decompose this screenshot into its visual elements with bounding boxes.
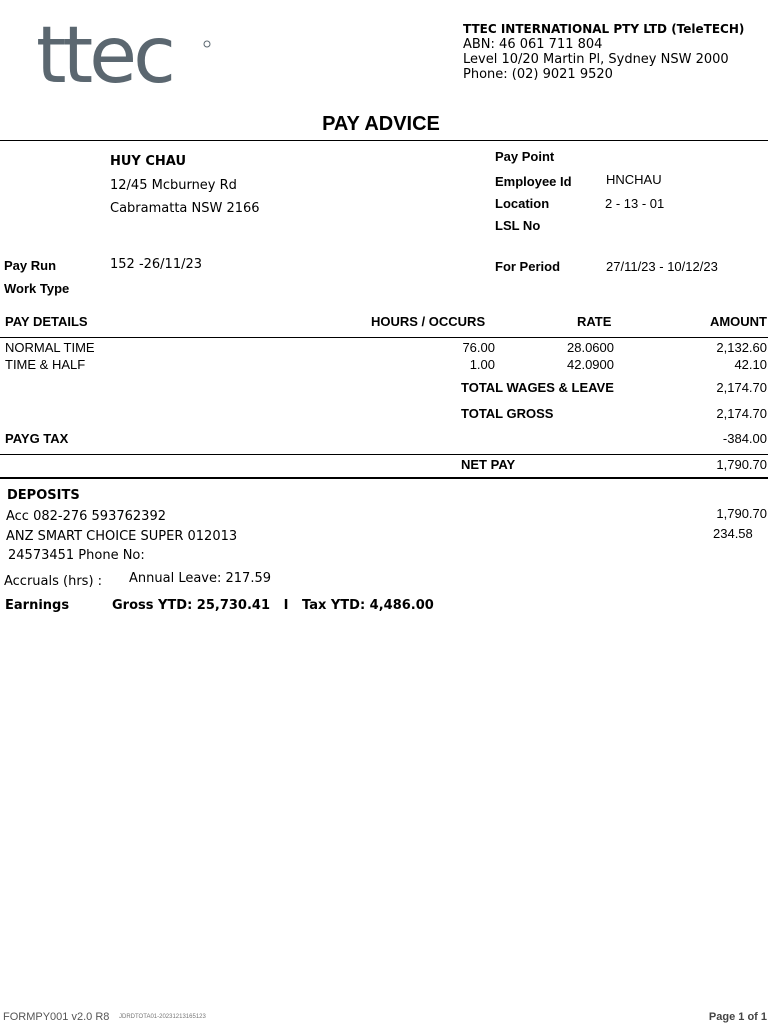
- deposit-account-line: Acc 082-276 593762392: [6, 509, 166, 524]
- page-title: PAY ADVICE: [322, 113, 440, 135]
- page-number: Page 1 of 1: [708, 1011, 767, 1023]
- company-logo: [36, 18, 216, 100]
- total-gross-value: 2,174.70: [716, 406, 767, 421]
- col-header-pay-details: PAY DETAILS: [5, 314, 88, 329]
- col-header-hours: HOURS / OCCURS: [371, 314, 486, 329]
- pay-run-value: 152 -26/11/23: [110, 257, 203, 272]
- company-phone: Phone: (02) 9021 9520: [463, 67, 613, 82]
- deposit-super-line: ANZ SMART CHOICE SUPER 012013: [6, 529, 238, 544]
- company-abn: ABN: 46 061 711 804: [463, 37, 603, 52]
- employee-address-line1: 12/45 Mcburney Rd: [110, 178, 237, 193]
- logo-text: ttec: [36, 18, 173, 100]
- lsl-label: LSL No: [495, 218, 541, 233]
- work-type-label: Work Type: [4, 281, 70, 296]
- row-amount: 2,132.60: [716, 340, 767, 355]
- row-desc: NORMAL TIME: [5, 340, 95, 355]
- company-info: [463, 22, 744, 82]
- row-rate: 42.0900: [567, 357, 614, 372]
- accruals-label: Accruals (hrs) :: [4, 574, 103, 589]
- deposit-amount-1: 1,790.70: [716, 506, 767, 521]
- location-value: 2 - 13 - 01: [605, 196, 665, 211]
- deposit-phone-line: 24573451 Phone No:: [8, 548, 145, 563]
- row-desc: TIME & HALF: [5, 357, 86, 372]
- location-label: Location: [495, 196, 550, 211]
- row-amount: 42.10: [734, 357, 767, 372]
- pay-point-label: Pay Point: [495, 149, 555, 164]
- divider: [0, 454, 768, 455]
- for-period-value: 27/11/23 - 10/12/23: [606, 259, 718, 274]
- total-wages-label: TOTAL WAGES & LEAVE: [461, 380, 614, 395]
- accruals-value: Annual Leave: 217.59: [129, 571, 271, 586]
- payg-tax-value: -384.00: [722, 431, 767, 446]
- deposits-title: DEPOSITS: [7, 488, 80, 503]
- row-hours: 1.00: [469, 357, 495, 372]
- col-header-rate: RATE: [577, 314, 612, 329]
- divider: [0, 140, 768, 141]
- doc-code: JDRDTOTA01-20231213165123: [119, 1014, 206, 1020]
- payg-tax-label: PAYG TAX: [5, 431, 69, 446]
- employee-address-line2: Cabramatta NSW 2166: [110, 201, 260, 216]
- net-pay-label: NET PAY: [461, 457, 516, 472]
- employee-name: HUY CHAU: [110, 154, 187, 169]
- row-hours: 76.00: [462, 340, 495, 355]
- company-name: TTEC INTERNATIONAL PTY LTD (TeleTECH): [463, 22, 745, 36]
- total-gross-label: TOTAL GROSS: [461, 406, 554, 421]
- form-code: FORMPY001 v2.0 R8: [3, 1011, 110, 1023]
- earnings-label: Earnings: [5, 598, 70, 613]
- deposit-amount-2: 234.58: [713, 526, 753, 541]
- ttec-logo-icon: [36, 18, 216, 100]
- net-pay-value: 1,790.70: [716, 457, 767, 472]
- row-rate: 28.0600: [567, 340, 614, 355]
- pay-run-label: Pay Run: [4, 258, 57, 273]
- for-period-label: For Period: [495, 259, 561, 274]
- company-address: Level 10/20 Martin Pl, Sydney NSW 2000: [463, 52, 729, 67]
- earnings-value: Gross YTD: 25,730.41 I Tax YTD: 4,486.00: [112, 598, 434, 613]
- col-header-amount: AMOUNT: [709, 314, 767, 329]
- employee-id-label: Employee Id: [495, 174, 572, 189]
- divider: [0, 337, 768, 338]
- total-wages-value: 2,174.70: [716, 380, 767, 395]
- divider: [0, 477, 768, 479]
- employee-id-value: HNCHAU: [606, 172, 662, 187]
